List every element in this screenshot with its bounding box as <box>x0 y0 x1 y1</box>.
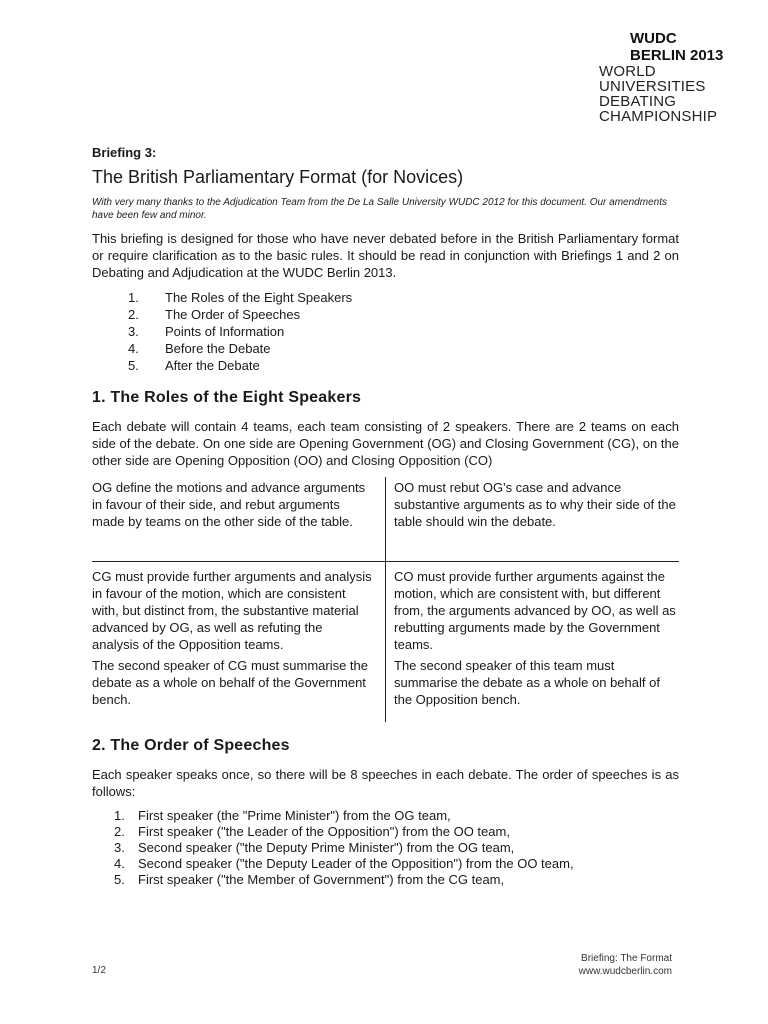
list-text: First speaker ("the Member of Government") from the CG team, <box>138 872 505 887</box>
toc-number: 5. <box>128 358 139 373</box>
toc-text: Points of Information <box>165 324 285 339</box>
list-item <box>92 856 679 872</box>
toc-item <box>92 289 679 306</box>
og-text: OG define the motions and advance arguments in favour of their side, and rebut arguments made by teams on the other side of the table. <box>92 480 366 529</box>
speech-order-list <box>92 808 679 888</box>
toc-item <box>92 340 679 357</box>
cg-summary-text: The second speaker of CG must summarise the debate as a whole on behalf of the Government bench. <box>92 658 369 707</box>
logo-world: WORLD <box>599 63 656 80</box>
roles-row-opening <box>92 477 679 562</box>
list-item <box>92 808 679 824</box>
co-text: CO must provide further arguments against the motion, which are consistent with, but different from, the arguments advanced by OO, as well as rebutting arguments made by the Government teams. <box>394 569 676 652</box>
list-number: 2. <box>114 824 125 839</box>
list-number: 5. <box>114 872 125 887</box>
toc-item <box>92 323 679 340</box>
toc-text: Before the Debate <box>165 341 271 356</box>
toc-item <box>92 357 679 374</box>
cg-text: CG must provide further arguments and analysis in favour of the motion, which are consistent with, but distinct from, the substantive material advanced by OG, as well as refuting the analysis of the Opposition teams. <box>92 569 372 652</box>
footer-url: www.wudcberlin.com <box>578 966 672 977</box>
toc-item <box>92 306 679 323</box>
logo-wudc: WUDC <box>630 30 677 47</box>
cg-cell <box>92 562 386 723</box>
logo-berlin: BERLIN 2013 <box>630 47 724 64</box>
toc-number: 3. <box>128 324 139 339</box>
list-number: 1. <box>114 808 125 823</box>
list-item <box>92 840 679 856</box>
roles-table <box>92 477 679 722</box>
list-number: 4. <box>114 856 125 871</box>
list-text: First speaker (the "Prime Minister") from the OG team, <box>138 808 451 823</box>
toc-number: 4. <box>128 341 139 356</box>
oo-text: OO must rebut OG's case and advance substantive arguments as to why their side of the table should win the debate. <box>394 480 676 529</box>
list-item <box>92 872 679 888</box>
section2-heading: 2. The Order of Speeches <box>92 737 290 754</box>
list-text: Second speaker ("the Deputy Leader of the Opposition") from the OO team, <box>138 856 574 871</box>
footer-label: Briefing: The Format <box>581 953 672 964</box>
footer-info <box>579 952 672 978</box>
page-title: The British Parliamentary Format (for Novices) <box>92 167 464 187</box>
event-logo <box>599 30 749 124</box>
briefing-label: Briefing 3: <box>92 145 157 160</box>
roles-row-closing <box>92 562 679 723</box>
logo-universities: UNIVERSITIES <box>599 78 706 95</box>
list-text: First speaker ("the Leader of the Opposition") from the OO team, <box>138 824 510 839</box>
logo-debating: DEBATING <box>599 93 677 110</box>
list-text: Second speaker ("the Deputy Prime Minister") from the OG team, <box>138 840 515 855</box>
page-number: 1/2 <box>92 965 106 976</box>
list-number: 3. <box>114 840 125 855</box>
toc-number: 2. <box>128 307 139 322</box>
list-item <box>92 824 679 840</box>
document-body <box>92 144 679 888</box>
acknowledgement-note: With very many thanks to the Adjudication Team from the De La Salle University WUDC 2012 for this document. Our amendments have been few and minor. <box>92 197 667 221</box>
co-cell <box>386 562 680 723</box>
logo-championship: CHAMPIONSHIP <box>599 108 718 125</box>
og-cell <box>92 477 386 562</box>
section1-intro: Each debate will contain 4 teams, each team consisting of 2 speakers. There are 2 teams on each side of the debate. On one side are Opening Government (OG) and Closing Government (CG), on the other side are Opening Opposition (OO) and Closing Opposition (CO) <box>92 419 679 468</box>
intro-paragraph: This briefing is designed for those who have never debated before in the British Parliamentary format or require clarification as to the basic rules. It should be read in conjunction with Briefings 1 and 2 on Debating and Adjudication at the WUDC Berlin 2013. <box>92 231 679 280</box>
co-summary-text: The second speaker of this team must summarise the debate as a whole on behalf of the Opposition bench. <box>394 658 660 707</box>
toc-number: 1. <box>128 290 139 305</box>
oo-cell <box>386 477 680 562</box>
section1-heading: 1. The Roles of the Eight Speakers <box>92 389 362 406</box>
toc-text: After the Debate <box>165 358 260 373</box>
toc-text: The Roles of the Eight Speakers <box>165 290 353 305</box>
toc-text: The Order of Speeches <box>165 307 301 322</box>
table-of-contents <box>92 289 679 374</box>
section2-intro: Each speaker speaks once, so there will be 8 speeches in each debate. The order of speeches is as follows: <box>92 767 679 799</box>
